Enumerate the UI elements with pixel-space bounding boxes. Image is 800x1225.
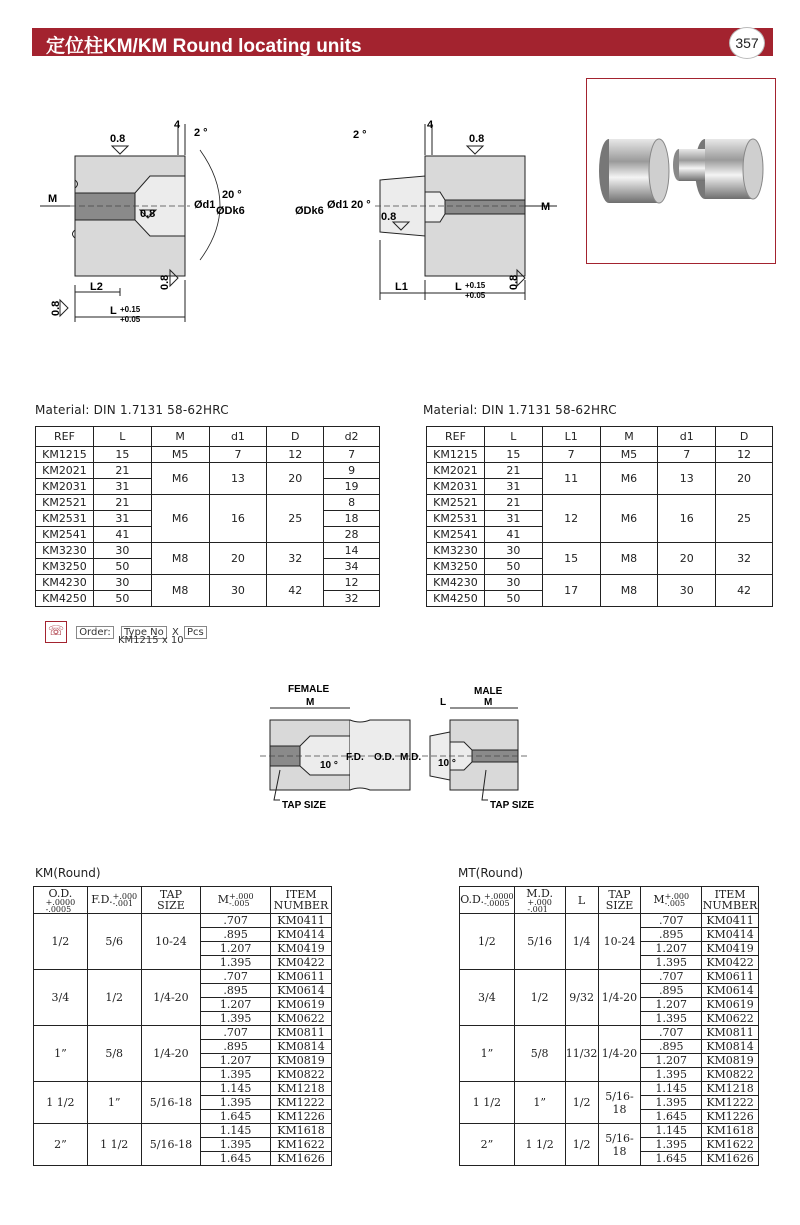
- svg-text:0.8: 0.8: [469, 133, 485, 145]
- svg-text:F.D.: F.D.: [346, 752, 364, 763]
- phone-icon: ☏: [45, 621, 67, 643]
- table-header: REF: [427, 427, 485, 447]
- m-value: 1.395: [641, 1096, 702, 1110]
- item-number: KM0422: [702, 956, 759, 970]
- table-cell: 1 1/2: [514, 1124, 565, 1166]
- table-cell: 14: [324, 543, 380, 559]
- table-cell: 1/4-20: [598, 970, 641, 1026]
- m-value: 1.645: [641, 1152, 702, 1166]
- table-cell: 11/32: [565, 1026, 598, 1082]
- table-cell: KM1215: [36, 447, 94, 463]
- order-example: KM1215 x 10: [118, 635, 184, 646]
- table-row: [427, 575, 773, 591]
- table-cell: 50: [484, 591, 542, 607]
- table-cell: 2”: [460, 1124, 515, 1166]
- mt-round-title: MT(Round): [458, 866, 524, 880]
- table-cell: 15: [484, 447, 542, 463]
- svg-text:2 °: 2 °: [194, 127, 208, 139]
- table-cell: 41: [484, 527, 542, 543]
- table-row: [460, 1026, 759, 1040]
- table-row: [427, 543, 773, 559]
- table-header: L: [93, 427, 151, 447]
- table-cell: KM2531: [427, 511, 485, 527]
- table-cell: 9/32: [565, 970, 598, 1026]
- table-cell: 1/2: [565, 1124, 598, 1166]
- table-cell: 13: [209, 463, 267, 495]
- m-value: 1.207: [201, 998, 271, 1012]
- m-value: .707: [201, 970, 271, 984]
- table-cell: 25: [716, 495, 773, 543]
- table-cell: 7: [324, 447, 380, 463]
- table-cell: KM2521: [427, 495, 485, 511]
- table-cell: M6: [151, 463, 209, 495]
- table-cell: 1/2: [87, 970, 141, 1026]
- table-cell: 31: [484, 479, 542, 495]
- svg-text:L1: L1: [395, 281, 408, 293]
- table-header: d1: [658, 427, 716, 447]
- m-value: .895: [201, 984, 271, 998]
- table-cell: 13: [658, 463, 716, 495]
- table-cell: 18: [324, 511, 380, 527]
- table-cell: 30: [484, 575, 542, 591]
- item-number: KM1218: [271, 1082, 332, 1096]
- table-cell: 32: [267, 543, 324, 575]
- table-row: [427, 447, 773, 463]
- m-value: .895: [641, 928, 702, 942]
- table-cell: M8: [151, 543, 209, 575]
- svg-text:M: M: [484, 697, 493, 708]
- table-row: [427, 495, 773, 511]
- table-cell: 7: [658, 447, 716, 463]
- m-value: 1.207: [201, 1054, 271, 1068]
- table-cell: M6: [600, 495, 658, 543]
- item-number: KM1226: [702, 1110, 759, 1124]
- header-tap: TAP SIZE: [141, 887, 201, 914]
- table-row: [36, 543, 380, 559]
- svg-text:+0.15: +0.15: [120, 305, 141, 314]
- table-cell: 2”: [34, 1124, 88, 1166]
- m-value: 1.207: [641, 998, 702, 1012]
- table-cell: KM2531: [36, 511, 94, 527]
- table-cell: 15: [542, 543, 600, 575]
- item-number: KM0814: [271, 1040, 332, 1054]
- svg-text:+0.05: +0.05: [465, 291, 486, 300]
- m-value: 1.395: [201, 1012, 271, 1026]
- table-header: D: [267, 427, 324, 447]
- item-number: KM0414: [702, 928, 759, 942]
- table-row: [460, 1124, 759, 1138]
- item-number: KM0411: [702, 914, 759, 928]
- table-cell: 12: [716, 447, 773, 463]
- table-cell: 3/4: [34, 970, 88, 1026]
- table-cell: 21: [93, 463, 151, 479]
- item-number: KM0822: [271, 1068, 332, 1082]
- svg-text:10 °: 10 °: [320, 760, 338, 771]
- svg-text:L: L: [455, 281, 462, 293]
- svg-text:M: M: [541, 201, 551, 213]
- table-cell: KM2021: [36, 463, 94, 479]
- product-photo: [586, 78, 776, 264]
- item-number: KM0619: [702, 998, 759, 1012]
- spec-table-right: [426, 426, 773, 607]
- svg-text:FEMALE: FEMALE: [288, 684, 330, 695]
- drawing-male: [295, 110, 565, 310]
- svg-text:Ød1: Ød1: [327, 199, 349, 211]
- svg-text:0.8: 0.8: [140, 208, 156, 220]
- table-cell: 42: [716, 575, 773, 607]
- svg-text:4: 4: [427, 119, 434, 131]
- table-cell: 20: [716, 463, 773, 495]
- km-round-title: KM(Round): [35, 866, 101, 880]
- table-cell: 5/16-18: [141, 1082, 201, 1124]
- table-cell: 5/6: [87, 914, 141, 970]
- m-value: 1.145: [641, 1082, 702, 1096]
- item-number: KM0619: [271, 998, 332, 1012]
- m-value: 1.207: [201, 942, 271, 956]
- table-cell: 10-24: [598, 914, 641, 970]
- item-number: KM1222: [702, 1096, 759, 1110]
- table-row: [460, 970, 759, 984]
- table-row: [36, 463, 380, 479]
- m-value: 1.395: [201, 1138, 271, 1152]
- m-value: 1.645: [641, 1110, 702, 1124]
- item-number: KM1618: [702, 1124, 759, 1138]
- svg-text:4: 4: [174, 119, 181, 131]
- m-value: 1.145: [201, 1124, 271, 1138]
- table-cell: 30: [658, 575, 716, 607]
- item-number: KM0811: [702, 1026, 759, 1040]
- table-row: [34, 1026, 332, 1040]
- table-cell: 12: [542, 495, 600, 543]
- table-cell: 1/2: [565, 1082, 598, 1124]
- table-cell: 31: [484, 511, 542, 527]
- table-cell: 20: [209, 543, 267, 575]
- table-row: [34, 914, 332, 928]
- svg-text:+0.15: +0.15: [465, 281, 486, 290]
- table-cell: 1”: [514, 1082, 565, 1124]
- table-header: M: [151, 427, 209, 447]
- m-value: 1.645: [201, 1152, 271, 1166]
- m-value: .707: [641, 1026, 702, 1040]
- svg-text:2 °: 2 °: [353, 129, 367, 141]
- table-cell: KM3230: [36, 543, 94, 559]
- table-header: L1: [542, 427, 600, 447]
- table-cell: 21: [484, 463, 542, 479]
- table-cell: 50: [93, 559, 151, 575]
- m-value: .895: [201, 928, 271, 942]
- table-cell: KM2021: [427, 463, 485, 479]
- svg-text:20 °: 20 °: [351, 199, 371, 211]
- item-number: KM0611: [702, 970, 759, 984]
- locating-pins-illustration: [587, 79, 775, 263]
- table-cell: 41: [93, 527, 151, 543]
- table-cell: 1/2: [514, 970, 565, 1026]
- table-cell: 3/4: [460, 970, 515, 1026]
- table-cell: 7: [209, 447, 267, 463]
- m-value: 1.395: [641, 956, 702, 970]
- table-cell: KM3250: [36, 559, 94, 575]
- table-cell: 34: [324, 559, 380, 575]
- item-number: KM0811: [271, 1026, 332, 1040]
- item-number: KM0419: [271, 942, 332, 956]
- table-cell: 8: [324, 495, 380, 511]
- km-round-table: [33, 886, 332, 1166]
- table-cell: 20: [658, 543, 716, 575]
- table-header: D: [716, 427, 773, 447]
- item-number: KM0411: [271, 914, 332, 928]
- item-number: KM1622: [702, 1138, 759, 1152]
- svg-text:M: M: [306, 697, 315, 708]
- table-row: [427, 463, 773, 479]
- table-row: [34, 970, 332, 984]
- table-row: [34, 1082, 332, 1096]
- spec-table-left: [35, 426, 380, 607]
- table-cell: 30: [484, 543, 542, 559]
- table-cell: 31: [93, 511, 151, 527]
- m-value: 1.395: [641, 1012, 702, 1026]
- table-cell: 17: [542, 575, 600, 607]
- svg-text:0.8: 0.8: [159, 274, 171, 290]
- item-number: KM0622: [271, 1012, 332, 1026]
- table-cell: 16: [658, 495, 716, 543]
- item-number: KM1218: [702, 1082, 759, 1096]
- item-number: KM0414: [271, 928, 332, 942]
- table-row: [36, 495, 380, 511]
- table-cell: 11: [542, 463, 600, 495]
- header-od: O.D.+.0000 -.0005: [34, 887, 88, 914]
- m-value: 1.207: [641, 1054, 702, 1068]
- table-header: d2: [324, 427, 380, 447]
- table-cell: 9: [324, 463, 380, 479]
- table-cell: 1/2: [460, 914, 515, 970]
- table-cell: KM4250: [427, 591, 485, 607]
- header-item: ITEM NUMBER: [271, 887, 332, 914]
- table-cell: M8: [151, 575, 209, 607]
- header-fd: F.D.+.000 -.001: [87, 887, 141, 914]
- table-cell: 5/16-18: [598, 1124, 641, 1166]
- table-cell: 1 1/2: [34, 1082, 88, 1124]
- svg-text:10 °: 10 °: [438, 758, 456, 769]
- item-number: KM0814: [702, 1040, 759, 1054]
- item-number: KM0622: [702, 1012, 759, 1026]
- table-cell: KM3230: [427, 543, 485, 559]
- svg-text:M.D.: M.D.: [400, 752, 422, 763]
- table-cell: 20: [267, 463, 324, 495]
- m-value: .707: [201, 914, 271, 928]
- table-cell: 1/4-20: [598, 1026, 641, 1082]
- svg-text:L: L: [440, 697, 447, 708]
- title-banner: [32, 28, 773, 56]
- m-value: 1.395: [641, 1068, 702, 1082]
- m-value: .707: [641, 970, 702, 984]
- mt-round-table: O.D.+.0000 -.0005 M.D.+.000 -.001 L TAP SIZE M+.000 -.005 ITEM NUMBER 1/2 5/16 1/4 10-24 .707 KM0411 .895 KM0414 1.207 KM0419 1.395 KM0422 3/4 1/2 9/32 1/4-20 .707 KM0611 .895 KM0614 1.207 KM0619 1.395 KM0622 1” 5/8 11/32 1/4-20 .707 KM0811 .895 KM0814 1.207 KM0819 1.395 KM0822 1 1/2 1” 1/2 5/16-18 1.145 KM1218 1.395 KM1222 1.645 KM1226 2” 1 1/2 1/2 5/16-18 1.145 KM1618 1.395 KM1622 1.645 KM1626: [460, 886, 758, 1165]
- m-value: .707: [641, 914, 702, 928]
- item-number: KM1626: [271, 1152, 332, 1166]
- m-value: 1.395: [641, 1138, 702, 1152]
- table-cell: 16: [209, 495, 267, 543]
- svg-text:TAP SIZE: TAP SIZE: [282, 800, 327, 811]
- table-cell: 15: [93, 447, 151, 463]
- table-cell: 5/8: [87, 1026, 141, 1082]
- table-row: [460, 914, 759, 928]
- m-value: 1.145: [201, 1082, 271, 1096]
- table-cell: 21: [484, 495, 542, 511]
- table-cell: 50: [93, 591, 151, 607]
- drawing-female: [40, 110, 270, 330]
- table-row: [34, 1124, 332, 1138]
- table-cell: 5/16: [514, 914, 565, 970]
- table-cell: KM2031: [427, 479, 485, 495]
- table-cell: 30: [93, 543, 151, 559]
- svg-text:0.8: 0.8: [508, 274, 520, 290]
- table-cell: KM2541: [36, 527, 94, 543]
- svg-text:Ød1: Ød1: [194, 199, 216, 211]
- table-cell: 5/8: [514, 1026, 565, 1082]
- table-cell: 1”: [460, 1026, 515, 1082]
- table-cell: 42: [267, 575, 324, 607]
- table-cell: M6: [151, 495, 209, 543]
- svg-text:20 °: 20 °: [222, 189, 242, 201]
- m-value: 1.395: [201, 1068, 271, 1082]
- table-cell: 1/4: [565, 914, 598, 970]
- table-cell: KM4230: [36, 575, 94, 591]
- table-cell: KM4250: [36, 591, 94, 607]
- roughness-label: 0.8: [110, 133, 126, 145]
- table-cell: 21: [93, 495, 151, 511]
- table-cell: M5: [151, 447, 209, 463]
- m-value: .895: [201, 1040, 271, 1054]
- svg-text:0.8: 0.8: [50, 300, 62, 316]
- table-cell: KM2541: [427, 527, 485, 543]
- table-cell: 1/4-20: [141, 970, 201, 1026]
- svg-text:L: L: [110, 305, 117, 317]
- drawing-female-male-imperial: [250, 680, 540, 815]
- table-cell: 1/4-20: [141, 1026, 201, 1082]
- item-number: KM0614: [271, 984, 332, 998]
- svg-text:ØDk6: ØDk6: [216, 205, 245, 217]
- table-header: L: [484, 427, 542, 447]
- table-cell: 30: [209, 575, 267, 607]
- table-cell: M8: [600, 575, 658, 607]
- item-number: KM0419: [702, 942, 759, 956]
- table-row: [460, 1082, 759, 1096]
- item-number: KM1618: [271, 1124, 332, 1138]
- table-header: REF: [36, 427, 94, 447]
- table-cell: 19: [324, 479, 380, 495]
- table-row: [36, 447, 380, 463]
- svg-text:ØDk6: ØDk6: [295, 205, 324, 217]
- page-title: 定位柱KM/KM Round locating units: [46, 36, 362, 57]
- item-number: KM0819: [271, 1054, 332, 1068]
- item-number: KM0422: [271, 956, 332, 970]
- m-value: .707: [201, 1026, 271, 1040]
- m-value: 1.395: [201, 1096, 271, 1110]
- table-cell: 12: [267, 447, 324, 463]
- svg-text:0.8: 0.8: [381, 211, 397, 223]
- svg-text:+0.05: +0.05: [120, 315, 141, 324]
- table-cell: 32: [324, 591, 380, 607]
- table-cell: 1/2: [34, 914, 88, 970]
- table-cell: 1”: [87, 1082, 141, 1124]
- table-cell: KM2521: [36, 495, 94, 511]
- table-cell: 50: [484, 559, 542, 575]
- table-cell: 7: [542, 447, 600, 463]
- table-cell: 1”: [34, 1026, 88, 1082]
- item-number: KM1626: [702, 1152, 759, 1166]
- table-cell: 28: [324, 527, 380, 543]
- item-number: KM1222: [271, 1096, 332, 1110]
- order-line: ☏ Order: Type No X Pcs: [45, 621, 209, 643]
- m-value: .895: [641, 1040, 702, 1054]
- table-cell: M5: [600, 447, 658, 463]
- table-cell: 5/16-18: [598, 1082, 641, 1124]
- item-number: KM0614: [702, 984, 759, 998]
- item-number: KM1622: [271, 1138, 332, 1152]
- table-cell: 5/16-18: [141, 1124, 201, 1166]
- table-cell: 31: [93, 479, 151, 495]
- svg-text:O.D.: O.D.: [374, 752, 395, 763]
- page-number: 357: [729, 27, 765, 59]
- svg-text:L2: L2: [90, 281, 103, 293]
- table-header: d1: [209, 427, 267, 447]
- table-cell: KM1215: [427, 447, 485, 463]
- table-header: M: [600, 427, 658, 447]
- table-row: [36, 575, 380, 591]
- m-value: .895: [641, 984, 702, 998]
- m-value: 1.145: [641, 1124, 702, 1138]
- table-cell: KM4230: [427, 575, 485, 591]
- table-cell: 10-24: [141, 914, 201, 970]
- svg-text:MALE: MALE: [474, 686, 503, 697]
- table-cell: 32: [716, 543, 773, 575]
- table-cell: 1 1/2: [87, 1124, 141, 1166]
- table-cell: 25: [267, 495, 324, 543]
- svg-text:M: M: [48, 193, 58, 205]
- table-cell: KM2031: [36, 479, 94, 495]
- m-value: 1.395: [201, 956, 271, 970]
- table-cell: 12: [324, 575, 380, 591]
- table-cell: KM3250: [427, 559, 485, 575]
- item-number: KM0819: [702, 1054, 759, 1068]
- table-cell: M6: [600, 463, 658, 495]
- svg-text:TAP SIZE: TAP SIZE: [490, 800, 535, 811]
- item-number: KM0611: [271, 970, 332, 984]
- table-cell: M8: [600, 543, 658, 575]
- m-value: 1.645: [201, 1110, 271, 1124]
- item-number: KM0822: [702, 1068, 759, 1082]
- m-value: 1.207: [641, 942, 702, 956]
- item-number: KM1226: [271, 1110, 332, 1124]
- material-left: Material: DIN 1.7131 58-62HRC: [35, 403, 229, 417]
- material-right: Material: DIN 1.7131 58-62HRC: [423, 403, 617, 417]
- table-cell: 1 1/2: [460, 1082, 515, 1124]
- table-cell: 30: [93, 575, 151, 591]
- header-m: M+.000 -.005: [201, 887, 271, 914]
